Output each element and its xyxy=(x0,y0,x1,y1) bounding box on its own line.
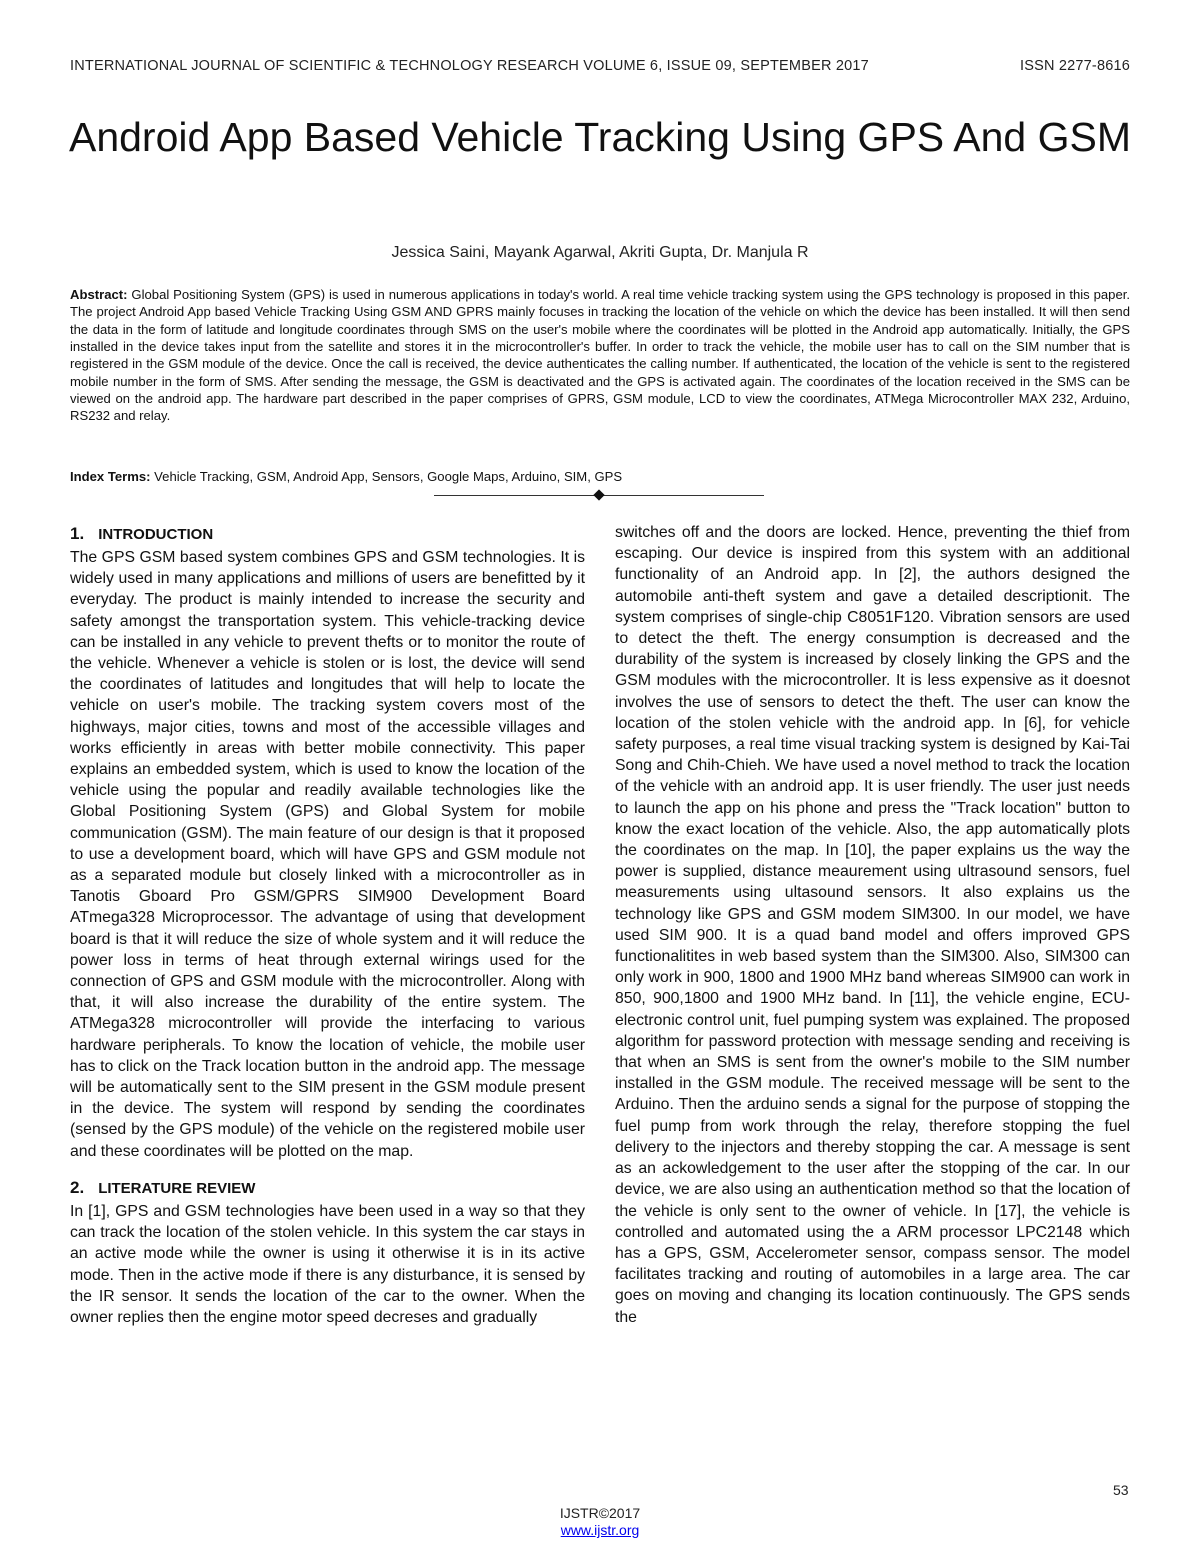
section-heading-introduction xyxy=(70,522,585,547)
page-footer xyxy=(0,1505,1200,1539)
index-terms xyxy=(70,468,1130,485)
right-column xyxy=(615,522,1130,1328)
author-list: Jessica Saini, Mayank Agarwal, Akriti Gupta, Dr. Manjula R xyxy=(391,244,809,261)
diamond-icon xyxy=(593,489,604,500)
abstract-text: Global Positioning System (GPS) is used in numerous applications in today's world. A real time vehicle tracking system using the GPS technology is proposed in this paper. The project Android App based Vehicle Tracking Using GSM AND GPRS mainly focuses in tracking the location of the vehicle on which the device has been installed. It will then send the data in the form of latitude and longitude coordinates through SMS on the user's mobile where the coordinates will be plotted in the Android app automatically. Initially, the GPS installed in the device takes input from the satellite and stores it in the microcontroller's buffer. In order to track the vehicle, the mobile user has to call on the SIM number that is registered in the GSM module of the device. Once the call is received, the device authenticates the calling number. If authenticated, the location of the vehicle is sent to the registered mobile number in the form of SMS. After sending the message, the GSM is deactivated and the GPS is activated again. The coordinates of the location received in the SMS can be viewed on the android app. The hardware part described in the paper comprises of GPRS, GSM module, LCD to view the coordinates, ATMega Microcontroller MAX 232, Arduino, RS232 and relay. xyxy=(70,287,1131,424)
copyright: IJSTR©2017 xyxy=(559,1505,641,1521)
section-title: LITERATURE REVIEW xyxy=(98,1179,256,1197)
journal-url-link[interactable]: www.ijstr.org xyxy=(560,1522,640,1538)
introduction-text: The GPS GSM based system combines GPS and GSM technologies. It is widely used in many applications and millions of users are benefitted by it everyday. The product is mainly intended to increase the security and safety amongst the transportation system. This vehicle-tracking device can be installed in any vehicle to prevent thefts or to monitor the route of the vehicle. Whenever a vehicle is stolen or is lost, the device will send the coordinates of latitudes and longitudes that will help to locate the vehicle on user's mobile. The tracking system covers most of the highways, major cities, towns and most of the accessible villages and works efficiently in areas with better mobile connectivity. This paper explains an embedded system, which is used to know the location of the vehicle using the popular and readily available technologies like the Global Positioning System (GPS) and Global System for mobile communication (GSM). The main feature of our design is that it proposed to use a development board, which will have GPS and GSM module not as a separated module but closely linked with a microcontroller as in Tanotis Gboard Pro GSM/GPRS SIM900 Development Board ATmega328 Microprocessor. The advantage of using that development board is that it will reduce the size of whole system and it will reduce the power loss in terms of heat through external wirings used for the connection of GPS and GSM module with the microcontroller. Along with that, it will also increase the durability of the entire system. The ATMega328 microcontroller will provide the interfacing to various hardware peripherals. To know the location of vehicle, the mobile user has to click on the Track location button in the android app. The message will be automatically sent to the SIM present in the GSM module present in the device. The system will respond by sending the coordinates (sensed by the GPS module) of the vehicle on the registered mobile user and these coordinates will be plotted on the map. xyxy=(70,549,585,1160)
section-number: 2. xyxy=(70,1177,85,1197)
section-heading-literature-review xyxy=(70,1176,585,1201)
literature-review-text-right: switches off and the doors are locked. Hence, preventing the thief from escaping. Our device is inspired from this system with an additional functionality of an Android app. In [2], the authors designed the automobile anti-theft system and gave a detailed descriptionit. The system comprises of single-chip C8051F120. Vibration sensors are used to detect the theft. The energy consumption is decreased and the durability of the system is increased by closely linking the GPS and the GSM modules with the microcontroller. It is less expensive as it doesnot involves the use of sensors to detect the theft. The user can know the location of the stolen vehicle with the android app. In [6], for vehicle safety purposes, a real time visual tracking system is designed by Kai-Tai Song and Chih-Chieh. We have used a novel method to track the location of the vehicle with an android app. It is user friendly. The user just needs to launch the app on his phone and press the "Track location" button to know the exact location of the vehicle. Also, the app automatically plots the coordinates on the map. In [10], the paper explains us the way the power is supplied, distance meaurement using ultrasound sensors, fuel measurements using ultasound sensors. It also explains us the technology like GPS and GSM modem SIM300. In our model, we have used SIM 900. It is a quad band model and offers improved GPS functionalitites in web based system than the SIM300. Also, SIM300 can only work in 900, 1800 and 1900 MHz band whereas SIM900 can work in 850, 900,1800 and 1900 MHz band. In [11], the vehicle engine, ECU-electronic control unit, fuel pumping system was explained. The proposed algorithm for password protection with message sending and receiving is that when an SMS is sent from the owner's mobile to the SIM number installed in the GSM module. The received message will be sent to the Arduino. Then the arduino sends a signal for the purpose of stopping the fuel pump from work through the relay, therefore stopping the fuel delivery to the injectors and thereby stopping the car. A message is sent as an ackowledgement to the user after the stopping of the car. In our device, we are also using an authentication method so that the location of the vehicle is only sent to the owner of vehicle. In [17], the vehicle is controlled and automated using the a ARM processor LPC2148 which has a GPS, GSM, Accelerometer sensor, compass sensor. The model facilitates tracking and routing of automobiles in a large area. The car goes on moving and changing its location continuously. The GPS sends the xyxy=(615,524,1130,1326)
issn: ISSN 2277-8616 xyxy=(1019,58,1130,74)
literature-review-text-left: In [1], GPS and GSM technologies have been used in a way so that they can track the location of the stolen vehicle. In this system the car stays in an active mode while the owner is using it otherwise it is in its active mode. Then in the active mode if there is any disturbance, it is sensed by the IR sensor. It sends the location of the car to the owner. When the owner replies then the engine motor speed decreses and gradually xyxy=(70,1202,585,1326)
index-terms-label: Index Terms: xyxy=(70,469,151,484)
paper-title: Android App Based Vehicle Tracking Using GPS And GSM xyxy=(68,114,1132,160)
abstract-label: Abstract: xyxy=(70,287,128,302)
abstract xyxy=(70,286,1130,425)
journal-name: INTERNATIONAL JOURNAL OF SCIENTIFIC & TECHNOLOGY RESEARCH VOLUME 6, ISSUE 09, SEPTEMBER 2017 xyxy=(70,58,869,74)
section-title: INTRODUCTION xyxy=(98,526,214,543)
page-number: 53 xyxy=(1113,1482,1129,1498)
section-number: 1. xyxy=(70,524,85,543)
left-column xyxy=(70,522,585,1328)
index-terms-text: Vehicle Tracking, GSM, Android App, Sensors, Google Maps, Arduino, SIM, GPS xyxy=(154,469,623,484)
